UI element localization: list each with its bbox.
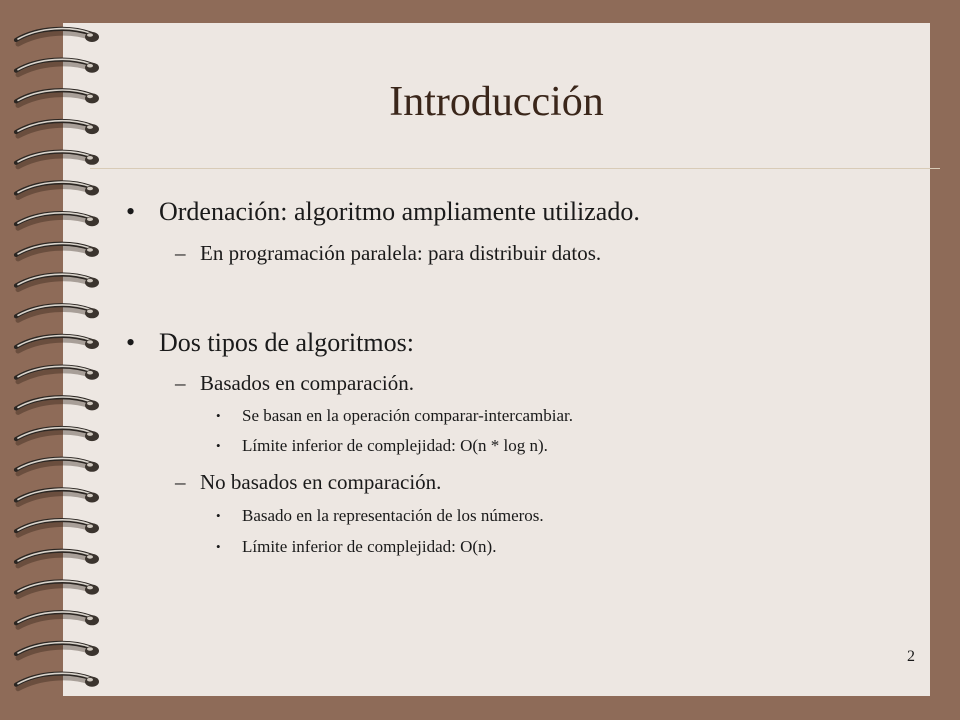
dash-mark: – [175,241,186,265]
dash-mark: – [175,371,186,395]
sub-bullet-text: Basados en comparación. [200,371,415,395]
title-divider [90,168,940,169]
bullet-mark: • [126,197,136,226]
small-bullet-mark: • [216,539,221,554]
dash-mark: – [175,470,186,494]
page-number: 2 [907,648,915,665]
bullet-mark: • [126,328,136,357]
sub-bullet-text: No basados en comparación. [200,470,442,494]
small-bullet-mark: • [216,438,221,453]
sub-sub-bullet-text: Límite inferior de complejidad: O(n * log n). [242,436,548,455]
slide-title: Introducción [389,79,604,125]
sub-bullet-text: En programación paralela: para distribuir datos. [200,241,602,265]
bullet-text: Dos tipos de algoritmos: [159,328,414,357]
sub-sub-bullet-text: Se basan en la operación comparar-intercambiar. [242,406,574,425]
bullet-text: Ordenación: algoritmo ampliamente utilizado. [159,197,640,226]
small-bullet-mark: • [216,508,221,523]
sub-sub-bullet-text: Basado en la representación de los números. [242,506,544,525]
sub-sub-bullet-text: Límite inferior de complejidad: O(n). [242,537,497,556]
small-bullet-mark: • [216,408,221,423]
